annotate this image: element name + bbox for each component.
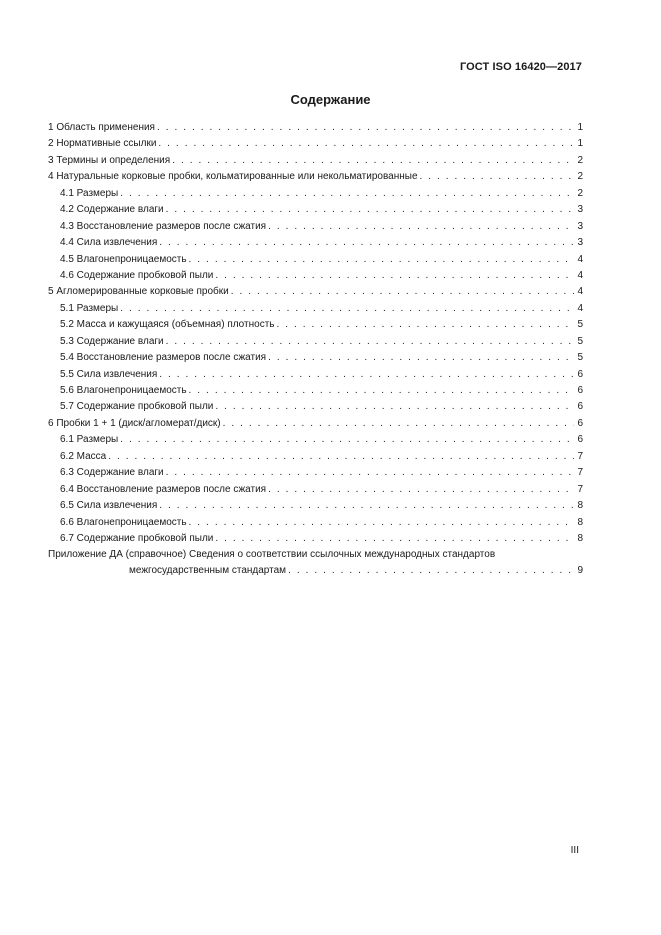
toc-entry-label: 6.3 Содержание влаги xyxy=(60,467,164,479)
toc-entry-page: 6 xyxy=(577,385,583,396)
toc-entry-page: 4 xyxy=(577,253,583,265)
toc-leader-dots xyxy=(268,350,574,366)
toc-entry-page: 5 xyxy=(577,352,583,364)
toc-leader-dots xyxy=(120,186,574,202)
toc-entry-page: 2 xyxy=(577,154,583,166)
toc-leader-dots xyxy=(166,465,575,481)
toc-entry[interactable] xyxy=(48,416,583,432)
toc-entries xyxy=(48,120,583,547)
toc-entry-page: 1 xyxy=(577,138,583,150)
toc-entry[interactable] xyxy=(48,202,583,218)
toc-entry-label: 4.1 Размеры xyxy=(60,187,119,199)
toc-entry-page: 3 xyxy=(577,237,583,249)
toc-entry-page: 7 xyxy=(577,467,583,479)
toc-leader-dots xyxy=(158,136,574,152)
toc-entry-label: 4.4 Сила извлечения xyxy=(60,237,158,249)
toc-entry[interactable] xyxy=(48,515,583,531)
toc-leader-dots xyxy=(215,531,574,547)
toc-entry-page: 4 xyxy=(577,302,583,314)
toc-leader-dots xyxy=(268,219,574,235)
toc-entry-page: 4 xyxy=(577,269,583,281)
toc-entry-label: 4.5 Влагонепроницаемость xyxy=(60,253,187,265)
toc-entry-page: 8 xyxy=(577,532,583,544)
toc-leader-dots xyxy=(215,268,574,284)
page-number-footer: III xyxy=(570,845,579,856)
toc-entry[interactable] xyxy=(48,219,583,235)
toc-appendix-entry[interactable] xyxy=(48,563,583,579)
toc-entry[interactable] xyxy=(48,235,583,251)
toc-appendix-page: 9 xyxy=(577,565,583,577)
toc-leader-dots xyxy=(288,563,574,579)
toc-entry-label: 6.7 Содержание пробковой пыли xyxy=(60,532,214,544)
toc-entry-page: 6 xyxy=(577,368,583,380)
toc-entry-label: 6.2 Масса xyxy=(60,450,107,462)
toc-entry[interactable] xyxy=(48,268,583,284)
toc-entry[interactable] xyxy=(48,153,583,169)
toc-entry[interactable] xyxy=(48,482,583,498)
toc-entry-page: 5 xyxy=(577,319,583,331)
toc-leader-dots xyxy=(157,120,574,136)
toc-entry[interactable] xyxy=(48,432,583,448)
toc-entry-page: 3 xyxy=(577,220,583,232)
toc-entry-page: 2 xyxy=(577,171,583,183)
toc-entry[interactable] xyxy=(48,169,583,185)
toc-leader-dots xyxy=(189,252,575,268)
toc-leader-dots xyxy=(268,482,574,498)
toc-entry-label: 5.6 Влагонепроницаемость xyxy=(60,385,187,396)
toc-entry-label: 5.5 Сила извлечения xyxy=(60,368,158,380)
toc-entry[interactable] xyxy=(48,334,583,350)
toc-entry-page: 1 xyxy=(577,122,583,133)
toc-entry-page: 8 xyxy=(577,500,583,512)
toc-leader-dots xyxy=(120,432,574,448)
toc-entry-label: 4.2 Содержание влаги xyxy=(60,204,164,216)
toc-leader-dots xyxy=(215,399,574,415)
toc-entry-label: 1 Область применения xyxy=(48,122,155,133)
toc-appendix-label: межгосударственным стандартам xyxy=(129,565,287,577)
toc-leader-dots xyxy=(189,515,575,531)
toc-entry-label: 6 Пробки 1 + 1 (диск/агломерат/диск) xyxy=(48,417,221,429)
toc-entry-page: 4 xyxy=(577,286,583,298)
toc-entry[interactable] xyxy=(48,120,583,136)
toc-entry-page: 8 xyxy=(577,516,583,528)
toc-leader-dots xyxy=(276,317,574,333)
toc-entry[interactable] xyxy=(48,367,583,383)
toc-entry-label: 6.1 Размеры xyxy=(60,434,119,446)
toc-leader-dots xyxy=(159,367,574,383)
toc-entry[interactable] xyxy=(48,531,583,547)
toc-entry[interactable] xyxy=(48,449,583,465)
document-id-header: ГОСТ ISO 16420—2017 xyxy=(459,61,582,73)
toc-entry-label: 5.3 Содержание влаги xyxy=(60,335,164,347)
table-of-contents xyxy=(48,120,583,580)
toc-entry[interactable] xyxy=(48,136,583,152)
toc-entry-label: 5 Агломерированные корковые пробки xyxy=(48,286,229,298)
page-title: Содержание xyxy=(290,92,371,107)
toc-entry-page: 5 xyxy=(577,335,583,347)
toc-entry[interactable] xyxy=(48,383,583,399)
toc-leader-dots xyxy=(231,284,575,300)
toc-entry-label: 6.4 Восстановление размеров после сжатия xyxy=(60,483,267,495)
toc-leader-dots xyxy=(159,498,574,514)
toc-leader-dots xyxy=(159,235,574,251)
toc-entry[interactable] xyxy=(48,252,583,268)
toc-entry[interactable] xyxy=(48,350,583,366)
toc-entry[interactable] xyxy=(48,186,583,202)
toc-entry-label: 5.7 Содержание пробковой пыли xyxy=(60,401,214,413)
toc-entry-label: 5.1 Размеры xyxy=(60,302,119,314)
toc-entry[interactable] xyxy=(48,399,583,415)
toc-leader-dots xyxy=(172,153,574,169)
toc-entry-label: 6.5 Сила извлечения xyxy=(60,500,158,512)
toc-entry-label: 3 Термины и определения xyxy=(48,154,171,166)
toc-entry-page: 2 xyxy=(577,187,583,199)
toc-entry[interactable] xyxy=(48,498,583,514)
toc-leader-dots xyxy=(166,202,575,218)
toc-entry-label: 4.6 Содержание пробковой пыли xyxy=(60,269,214,281)
toc-entry-page: 6 xyxy=(577,417,583,429)
toc-entry-page: 7 xyxy=(577,450,583,462)
toc-entry-label: 5.4 Восстановление размеров после сжатия xyxy=(60,352,267,364)
toc-entry-label: 5.2 Масса и кажущаяся (объемная) плотность xyxy=(60,319,275,331)
toc-entry-page: 6 xyxy=(577,401,583,413)
toc-entry[interactable] xyxy=(48,317,583,333)
toc-appendix-line1: Приложение ДА (справочное) Сведения о соответствии ссылочных международных стандартов xyxy=(48,549,496,561)
toc-entry[interactable] xyxy=(48,301,583,317)
toc-leader-dots xyxy=(108,449,574,465)
toc-leader-dots xyxy=(189,383,575,399)
toc-entry-label: 4.3 Восстановление размеров после сжатия xyxy=(60,220,267,232)
toc-entry-label: 6.6 Влагонепроницаемость xyxy=(60,516,187,528)
toc-entry-label: 4 Натуральные корковые пробки, кольматированные или некольматированные xyxy=(48,171,418,183)
toc-entry-page: 7 xyxy=(577,483,583,495)
toc-entry-page: 6 xyxy=(577,434,583,446)
toc-leader-dots xyxy=(120,301,574,317)
toc-entry[interactable] xyxy=(48,465,583,481)
toc-entry-label: 2 Нормативные ссылки xyxy=(48,138,157,150)
toc-leader-dots xyxy=(166,334,575,350)
toc-entry-page: 3 xyxy=(577,204,583,216)
toc-leader-dots xyxy=(420,169,575,185)
toc-entry[interactable] xyxy=(48,284,583,300)
toc-leader-dots xyxy=(223,416,575,432)
